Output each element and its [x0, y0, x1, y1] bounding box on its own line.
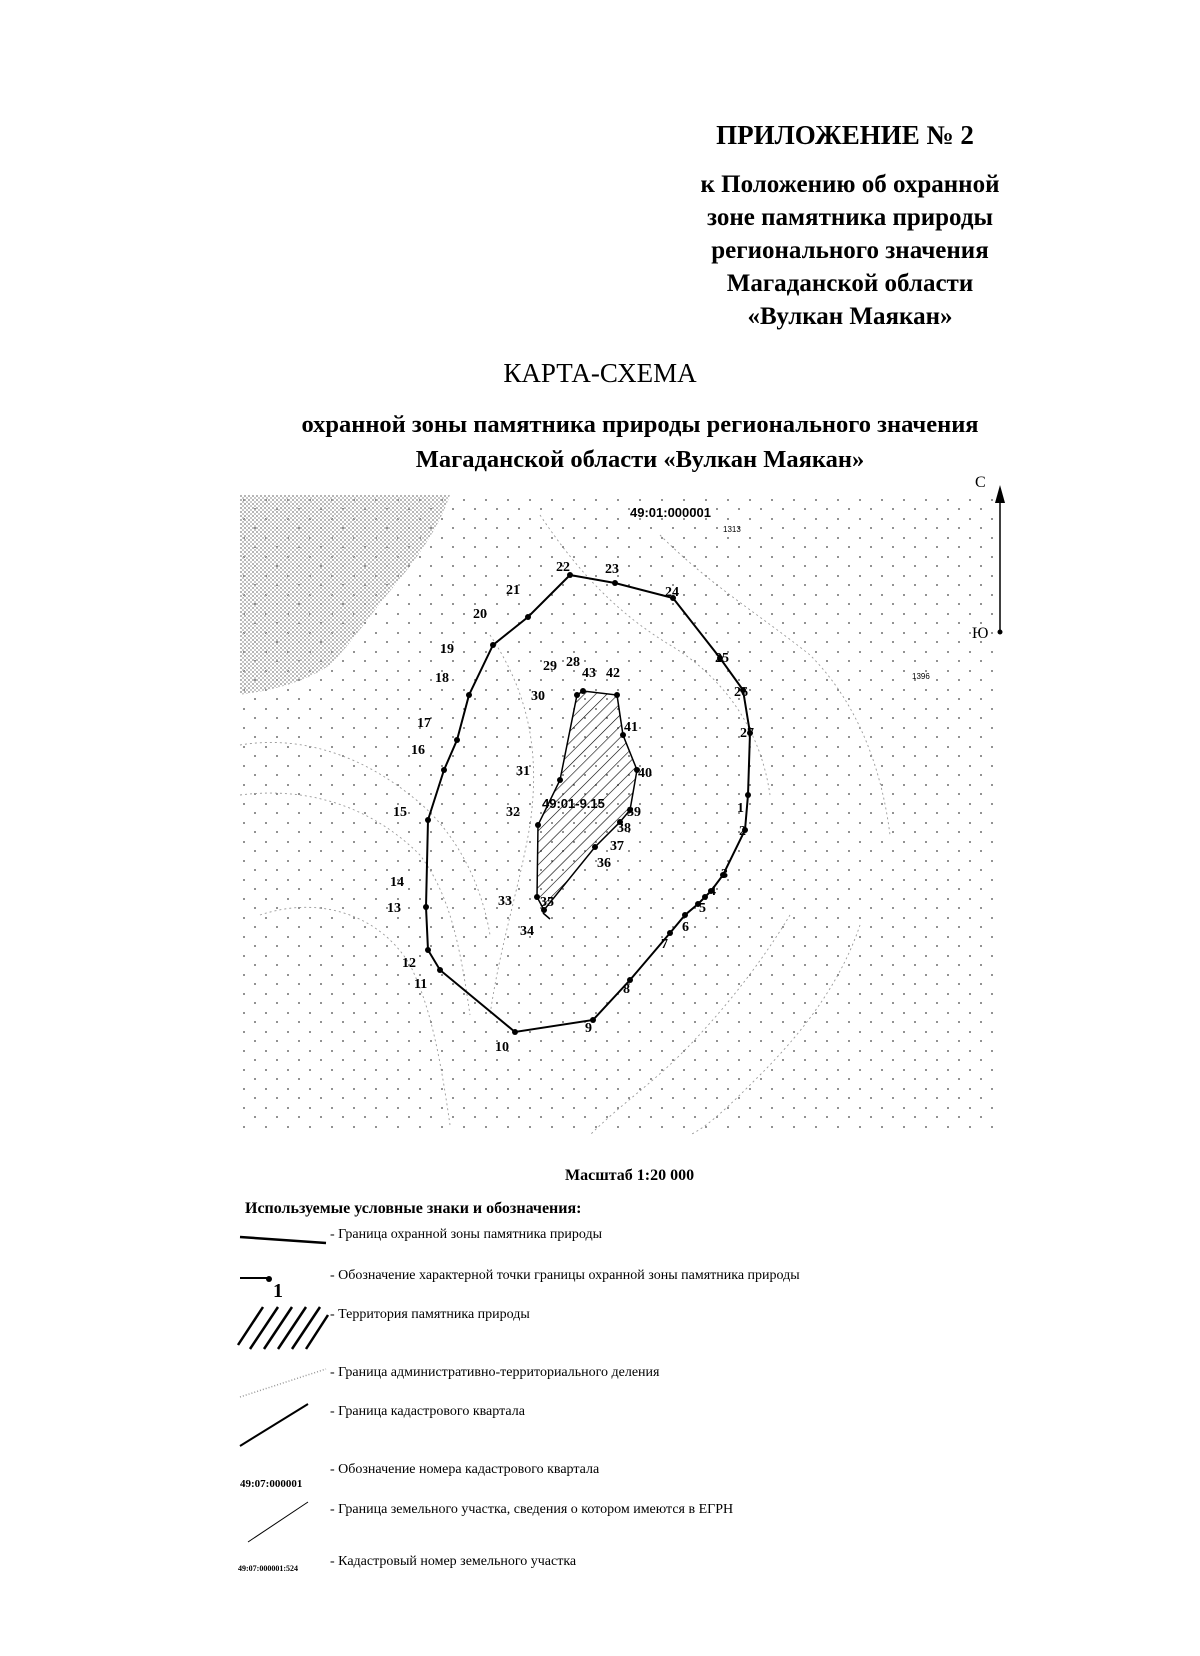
boundary-point [441, 767, 447, 773]
legend-item-cadastral-quarter-boundary [238, 1402, 938, 1450]
point-label: 16 [411, 743, 425, 758]
boundary-point [425, 817, 431, 823]
legend-item-cadastral-quarter-number [238, 1460, 938, 1500]
boundary-point [745, 792, 751, 798]
point-label: 25 [715, 651, 729, 666]
legend-text: - Кадастровый номер земельного участка [330, 1554, 577, 1569]
legend-text: - Обозначение номера кадастрового квартала [330, 1462, 600, 1477]
point-label: 3 [721, 867, 728, 882]
elevation-mark: 1396 [912, 672, 930, 681]
point-label: 8 [623, 982, 630, 997]
boundary-point [614, 692, 620, 698]
legend-title: Используемые условные знаки и обозначения: [245, 1200, 582, 1217]
appendix-subtitle-line: к Положению об охранной [700, 171, 1000, 198]
point-label: 29 [543, 659, 557, 674]
point-label: 19 [440, 642, 454, 657]
point-label: 10 [495, 1040, 509, 1055]
elevation-mark: 1313 [723, 525, 741, 534]
legend-item-monument-territory [238, 1305, 938, 1353]
legend-item-land-plot-boundary [238, 1500, 938, 1546]
boundary-point [425, 947, 431, 953]
appendix-subtitle-line: регионального значения [711, 237, 989, 264]
point-label: 33 [498, 894, 512, 909]
point-label: 12 [402, 956, 416, 971]
point-label: 13 [387, 901, 401, 916]
point-label: 41 [624, 720, 638, 735]
point-label: 9 [585, 1021, 592, 1036]
point-label: 11 [414, 977, 428, 992]
boundary-point [535, 822, 541, 828]
point-label: 40 [638, 766, 652, 781]
thin-line-icon [238, 1500, 328, 1546]
legend-text: - Территория памятника природы [330, 1307, 530, 1322]
point-label: 15 [393, 805, 407, 820]
legend-text: - Граница охранной зоны памятника природы [330, 1227, 602, 1242]
boundary-point [525, 614, 531, 620]
point-label: 24 [665, 585, 679, 600]
point-label: 35 [540, 895, 554, 910]
point-label: 23 [605, 562, 619, 577]
point-label: 32 [506, 805, 520, 820]
point-label: 4 [709, 884, 716, 899]
point-label: 39 [627, 805, 641, 820]
boundary-point [612, 580, 618, 586]
point-label: 27 [740, 726, 754, 741]
legend-item-admin-boundary [238, 1363, 938, 1403]
document-title: КАРТА-СХЕМА [503, 358, 697, 388]
boundary-point [682, 912, 688, 918]
boundary-point [490, 642, 496, 648]
legend-item-zone-boundary [238, 1225, 938, 1265]
scale-label: Масштаб 1:20 000 [565, 1167, 695, 1184]
boundary-point [423, 904, 429, 910]
point-label: 22 [556, 560, 570, 575]
boundary-point [512, 1029, 518, 1035]
appendix-title: ПРИЛОЖЕНИЕ № 2 [716, 120, 974, 150]
document-subtitle-line: охранной зоны памятника природы регионального значения [301, 411, 979, 438]
point-label: 1 [737, 801, 744, 816]
thick-line-icon [238, 1402, 328, 1450]
north-arrow-head-icon [995, 485, 1005, 503]
hatch-icon [238, 1305, 328, 1353]
point-label: 2 [739, 824, 746, 839]
dotted-line-icon [238, 1363, 328, 1403]
point-label: 14 [390, 875, 404, 890]
point-label: 36 [597, 856, 611, 871]
legend-text: - Граница административно-территориального деления [330, 1365, 660, 1380]
appendix-subtitle [650, 168, 1050, 333]
point-label: 28 [566, 655, 580, 670]
appendix-subtitle-line: Магаданской области [726, 270, 974, 297]
cadastral-quarter-label: 49:01:000001 [630, 505, 711, 520]
point-label: 17 [417, 716, 431, 731]
boundary-point [466, 692, 472, 698]
document-subtitle [200, 407, 1080, 477]
point-label: 34 [520, 924, 534, 939]
solid-line-icon [238, 1225, 328, 1265]
point-label: 6 [682, 920, 689, 935]
point-label: 30 [531, 689, 545, 704]
boundary-point [702, 894, 708, 900]
point-label: 20 [473, 607, 487, 622]
legend-text: - Граница земельного участка, сведения о котором имеются в ЕГРН [330, 1502, 734, 1517]
boundary-point [580, 688, 586, 694]
legend-item-boundary-point [238, 1266, 938, 1306]
appendix-subtitle-line: «Вулкан Маякан» [747, 303, 953, 330]
point-label: 26 [734, 685, 748, 700]
cadastral-code-sample: 49:07:000001 [240, 1478, 303, 1490]
point-marker-label: 1 [273, 1280, 283, 1302]
land-plot-code-sample: 49:07:000001:524 [238, 1564, 298, 1573]
point-marker-icon [238, 1266, 328, 1306]
point-label: 21 [506, 583, 520, 598]
point-label: 38 [617, 821, 631, 836]
map-scheme [240, 474, 1040, 1155]
point-label: 37 [610, 839, 624, 854]
boundary-point [667, 930, 673, 936]
boundary-point [437, 967, 443, 973]
point-label: 18 [435, 671, 449, 686]
legend-text: - Граница кадастрового квартала [330, 1404, 525, 1419]
point-label: 5 [699, 901, 706, 916]
point-label: 43 [582, 666, 596, 681]
south-label: Ю [972, 625, 989, 642]
point-label: 31 [516, 764, 530, 779]
legend-text: - Обозначение характерной точки границы охранной зоны памятника природы [330, 1268, 800, 1283]
appendix-subtitle-line: зоне памятника природы [706, 204, 994, 231]
parcel-number-label: 49:01-9.15 [542, 796, 605, 811]
boundary-point [557, 777, 563, 783]
boundary-point [592, 844, 598, 850]
point-label: 7 [661, 937, 668, 952]
legend-item-land-plot-number [238, 1552, 938, 1592]
document-subtitle-line: Магаданской области «Вулкан Маякан» [415, 446, 865, 473]
boundary-point [454, 737, 460, 743]
north-label: С [975, 474, 986, 491]
point-label: 42 [606, 666, 620, 681]
boundary-point [574, 692, 580, 698]
